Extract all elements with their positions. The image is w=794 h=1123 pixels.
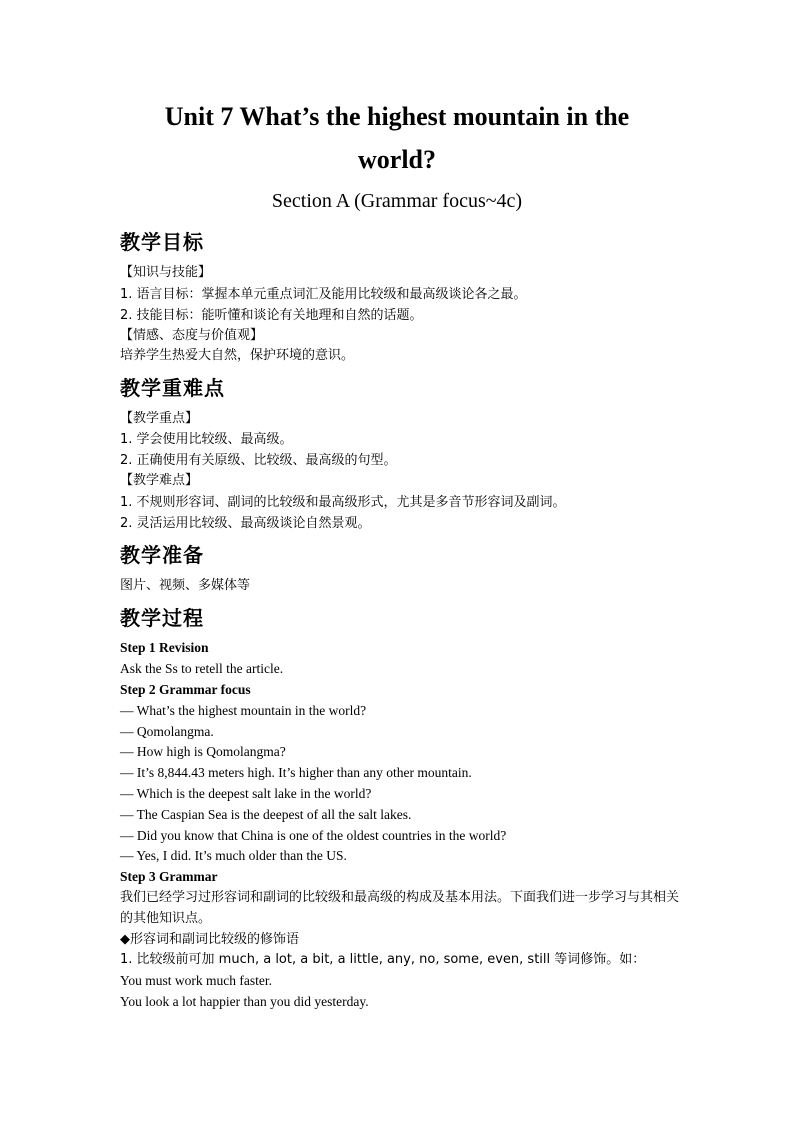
key-points-heading: 教学重难点 — [120, 376, 225, 400]
dialogue-line: — Which is the deepest salt lake in the world? — [120, 786, 372, 801]
dialogue-line: — What’s the highest mountain in the world? — [120, 703, 367, 718]
preparation-text: 图片、视频、多媒体等 — [120, 578, 251, 593]
difficult-item-1: 1. 不规则形容词、副词的比较级和最高级形式，尤其是多音节形容词及副词。 — [120, 495, 566, 510]
process-heading: 教学过程 — [120, 606, 204, 630]
dialogue-line: — Did you know that China is one of the oldest countries in the world? — [120, 828, 507, 843]
example-sentence-1: You must work much faster. — [120, 973, 273, 988]
difficult-item-2: 2. 灵活运用比较级、最高级谈论自然景观。 — [120, 516, 371, 531]
document-title-line2: world? — [358, 145, 436, 174]
difficult-label: 【教学难点】 — [120, 473, 199, 488]
knowledge-skills-label: 【知识与技能】 — [120, 265, 212, 280]
modifier-heading: ◆形容词和副词比较级的修饰语 — [120, 932, 299, 947]
emotion-text: 培养学生热爱大自然，保护环境的意识。 — [120, 348, 355, 363]
step3-title: Step 3 Grammar — [120, 869, 218, 884]
objectives-heading: 教学目标 — [120, 230, 204, 254]
focus-label: 【教学重点】 — [120, 411, 199, 426]
preparation-heading: 教学准备 — [120, 543, 204, 567]
example-sentence-2: You look a lot happier than you did yesterday. — [120, 994, 369, 1009]
objective-item-1: 1. 语言目标：掌握本单元重点词汇及能用比较级和最高级谈论各之最。 — [120, 287, 527, 302]
dialogue-line: — It’s 8,844.43 meters high. It’s higher than any other mountain. — [120, 765, 472, 780]
focus-item-1: 1. 学会使用比较级、最高级。 — [120, 432, 293, 447]
modifier-rule: 1. 比较级前可加 much, a lot, a bit, a little, any, no, some, even, still 等词修饰。如： — [120, 952, 646, 967]
dialogue-line: — The Caspian Sea is the deepest of all the salt lakes. — [120, 807, 412, 822]
emotion-label: 【情感、态度与价值观】 — [120, 328, 264, 343]
dialogue-line: — How high is Qomolangma? — [120, 744, 286, 759]
dialogue-line: — Yes, I did. It’s much older than the US. — [120, 848, 347, 863]
step1-text: Ask the Ss to retell the article. — [120, 661, 284, 676]
step2-title: Step 2 Grammar focus — [120, 682, 251, 697]
focus-item-2: 2. 正确使用有关原级、比较级、最高级的句型。 — [120, 453, 397, 468]
dialogue-line: — Qomolangma. — [120, 724, 214, 739]
document-title-line1: Unit 7 What’s the highest mountain in the — [164, 102, 630, 131]
objective-item-2: 2. 技能目标：能听懂和谈论有关地理和自然的话题。 — [120, 308, 423, 323]
document-subtitle: Section A (Grammar focus~4c) — [271, 190, 523, 212]
step3-paragraph: 我们已经学习过形容词和副词的比较级和最高级的构成及基本用法。下面我们进一步学习与其相关的其他知识点。 — [120, 890, 680, 926]
step1-title: Step 1 Revision — [120, 640, 209, 655]
